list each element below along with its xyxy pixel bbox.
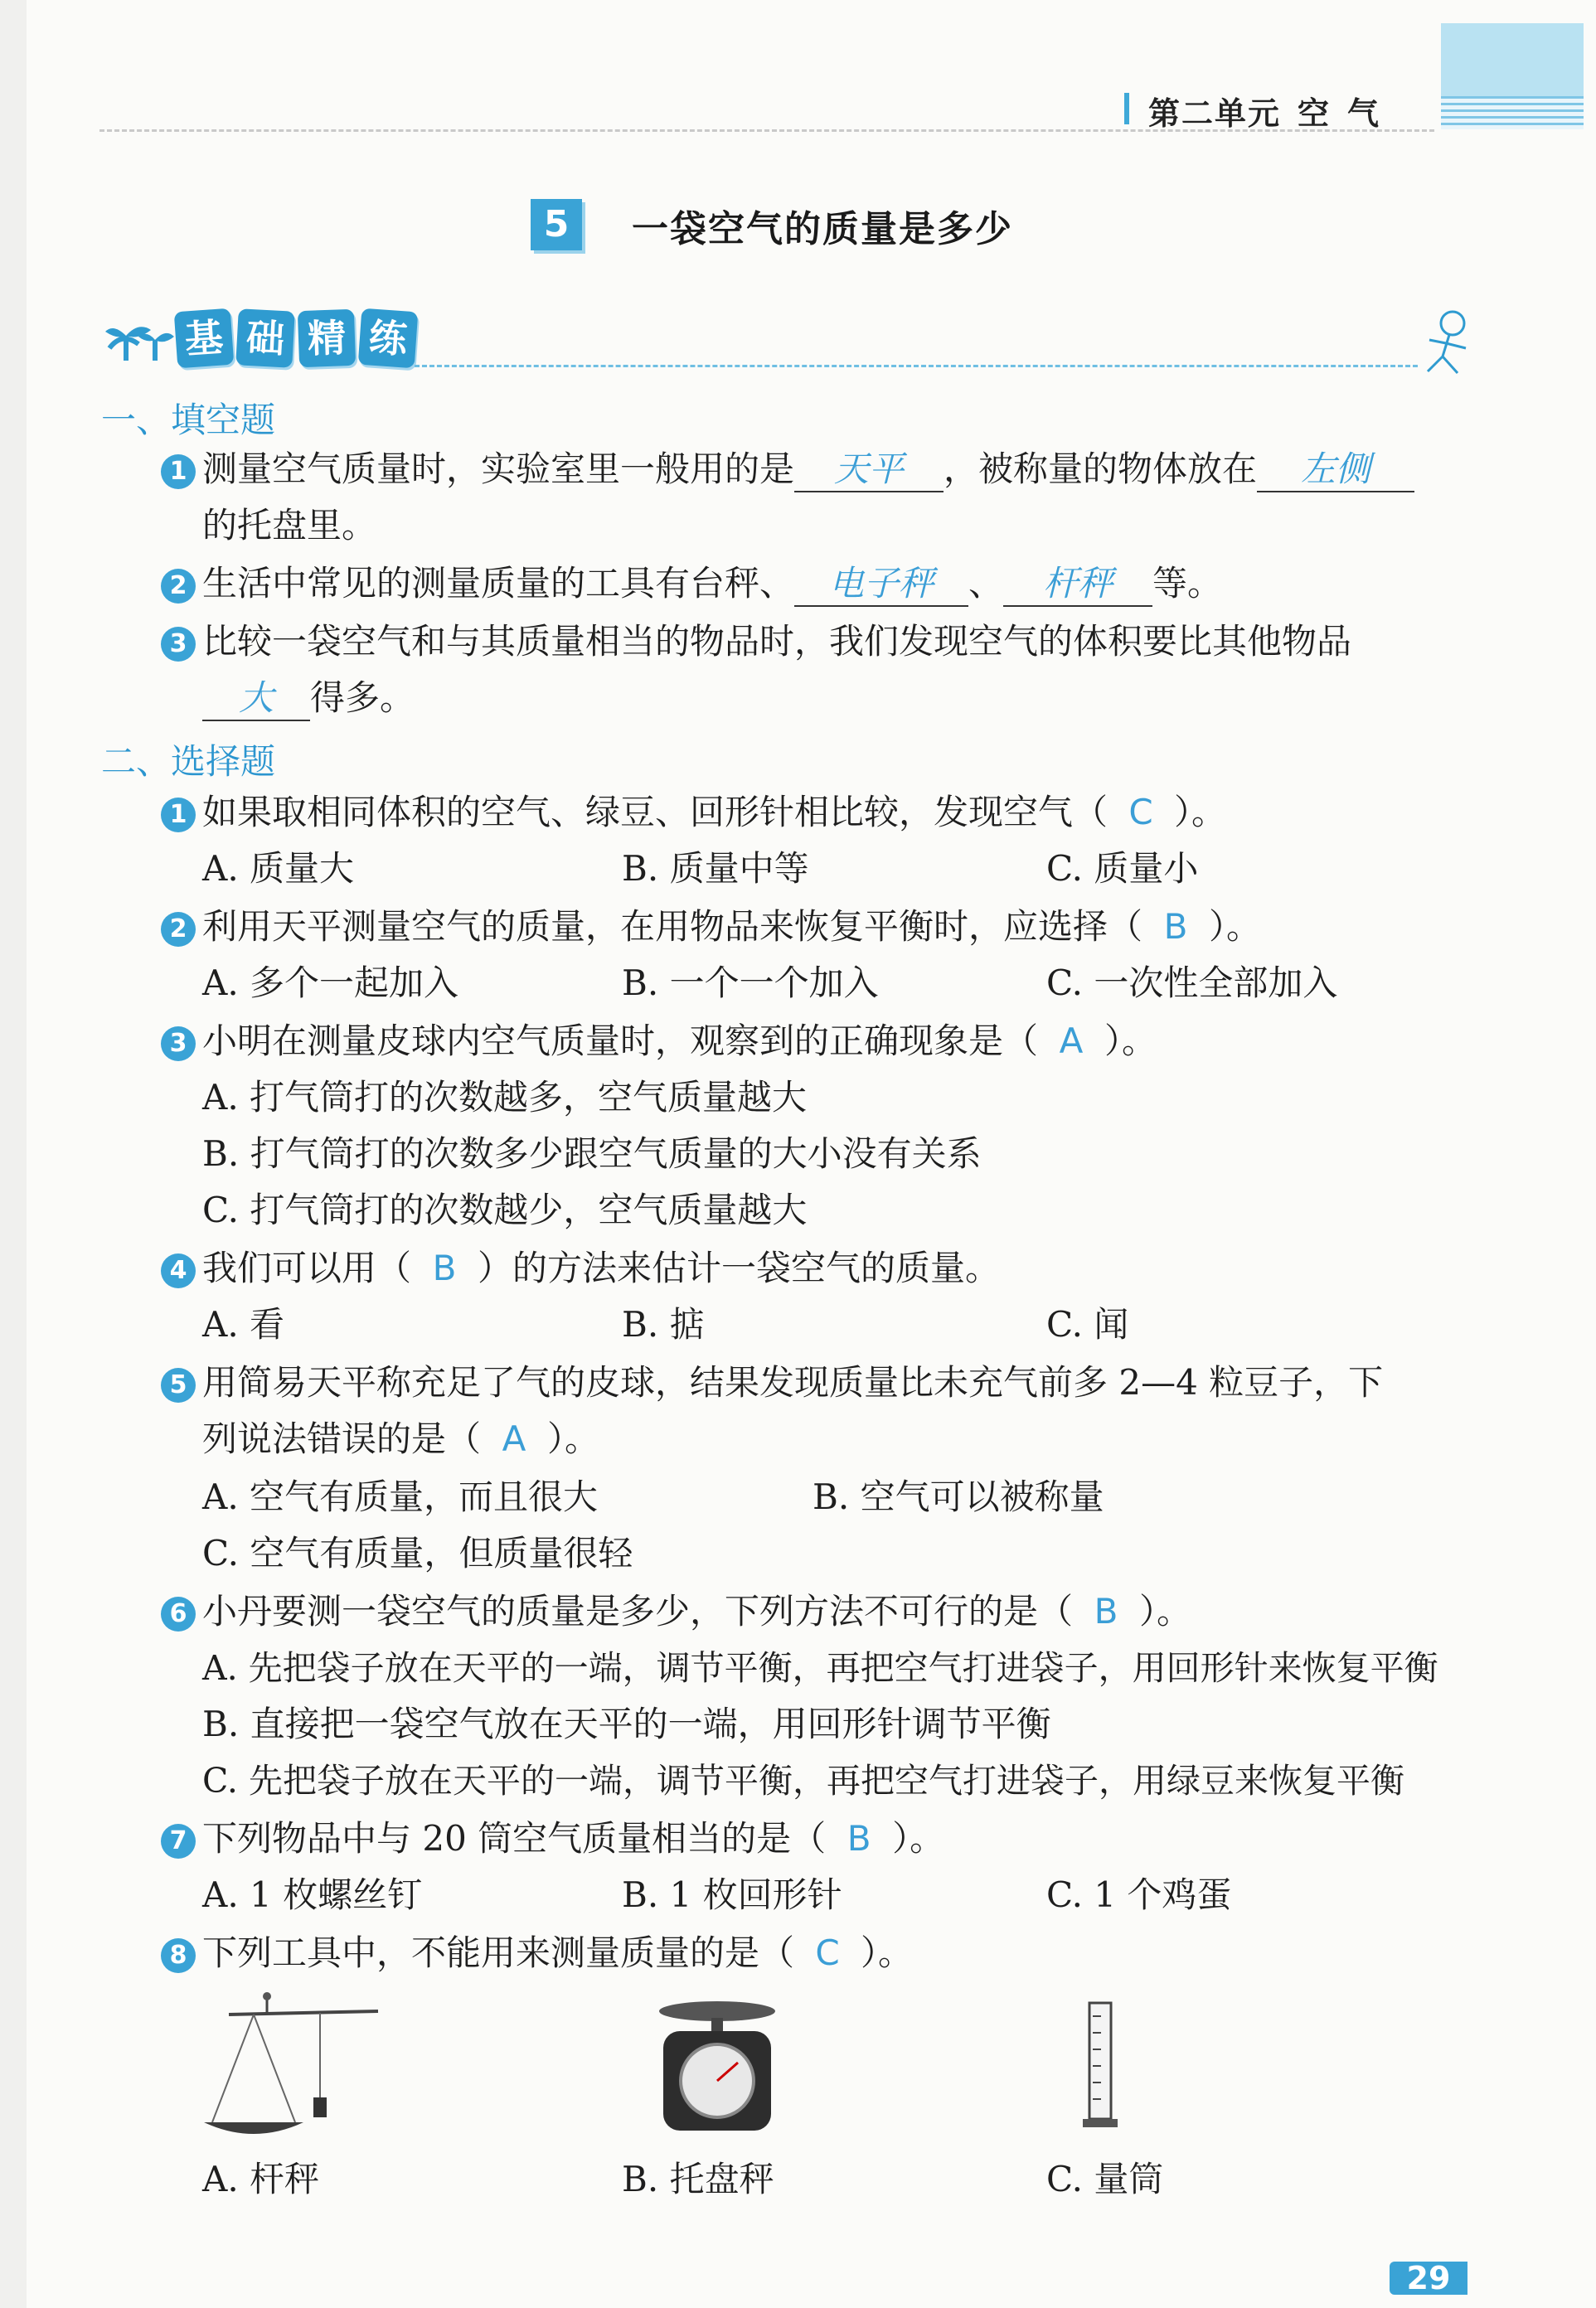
option: C. 质量小: [1046, 848, 1199, 889]
answer-blank: 左侧: [1257, 448, 1414, 492]
header-corner-block: [1441, 23, 1584, 96]
option: B. 质量中等: [622, 848, 809, 889]
option: C. 闻: [1046, 1304, 1129, 1345]
question-number: 3: [161, 1026, 196, 1061]
answer-blank: 杆秤: [1003, 562, 1152, 607]
choice-question-4: 我们可以用（ B ）的方法来估计一袋空气的质量。: [202, 1248, 1001, 1288]
option: C. 量筒: [1046, 2159, 1164, 2199]
option: C. 先把袋子放在天平的一端，调节平衡，再把空气打进袋子，用绿豆来恢复平衡: [202, 1761, 1404, 1801]
question-number: 2: [161, 912, 196, 947]
banner-char: 精: [298, 309, 356, 367]
answer-mark: B: [847, 1818, 871, 1859]
option: A. 1 枚螺丝钉: [202, 1874, 423, 1915]
banner-char: 础: [235, 308, 294, 367]
header-unit-title: 第二单元 空 气: [1148, 95, 1381, 132]
answer-mark: B: [1163, 906, 1188, 947]
answer-blank: 天平: [794, 448, 944, 492]
answer-blank: 电子秤: [794, 562, 968, 607]
header-corner-stripes: [1441, 96, 1584, 129]
choice-question-6: 小丹要测一袋空气的质量是多少，下列方法不可行的是（ B ）。: [202, 1591, 1192, 1632]
question-number: 1: [161, 798, 196, 832]
choice-question-2: 利用天平测量空气的质量，在用物品来恢复平衡时，应选择（ B ）。: [202, 906, 1262, 947]
choice-question-1: 如果取相同体积的空气、绿豆、回形针相比较，发现空气（ C ）。: [202, 792, 1227, 832]
option: A. 打气筒打的次数越多，空气质量越大: [202, 1077, 808, 1118]
question-number: 4: [161, 1253, 196, 1288]
question-number: 2: [161, 569, 196, 604]
option: A. 多个一起加入: [202, 962, 459, 1003]
banner-divider: [415, 365, 1418, 367]
header-divider: [99, 129, 1434, 132]
platform-scale-image: [655, 1998, 779, 2139]
option: B. 打气筒打的次数多少跟空气质量的大小没有关系: [202, 1133, 982, 1174]
answer-blank: 大: [202, 676, 310, 721]
graduated-cylinder-image: [1081, 2000, 1119, 2132]
option: A. 质量大: [202, 848, 355, 889]
fill-question-2: 生活中常见的测量质量的工具有台秤、 电子秤 、 杆秤 等。: [202, 562, 1222, 607]
option: C. 打气筒打的次数越少，空气质量越大: [202, 1190, 808, 1230]
steelyard-image: [196, 1990, 395, 2147]
option: A. 看: [202, 1304, 285, 1345]
choice-question-3: 小明在测量皮球内空气质量时，观察到的正确现象是（ A ）。: [202, 1021, 1157, 1061]
running-figure-icon: [1418, 307, 1476, 381]
sprout-icon: [101, 315, 176, 365]
choice-question-5: 用简易天平称充足了气的皮球，结果发现质量比未充气前多 2—4 粒豆子，下: [202, 1362, 1384, 1403]
option: B. 托盘秤: [622, 2159, 774, 2199]
fill-question-1-cont: 的托盘里。: [202, 505, 377, 545]
option: B. 掂: [622, 1304, 705, 1345]
option: A. 先把袋子放在天平的一端，调节平衡，再把空气打进袋子，用回形针来恢复平衡: [202, 1648, 1438, 1688]
option: A. 空气有质量，而且很大: [202, 1476, 599, 1517]
option: B. 直接把一袋空气放在天平的一端，用回形针调节平衡: [202, 1704, 1051, 1744]
section-choice-title: 二、选择题: [101, 741, 276, 782]
question-number: 6: [161, 1597, 196, 1632]
option: C. 空气有质量，但质量很轻: [202, 1533, 633, 1573]
choice-question-5-cont: 列说法错误的是（ A ）。: [202, 1418, 600, 1459]
fill-question-3: 比较一袋空气和与其质量相当的物品时，我们发现空气的体积要比其他物品: [202, 621, 1352, 662]
answer-mark: B: [432, 1248, 457, 1288]
banner-char: 基: [174, 308, 235, 369]
question-number: 7: [161, 1824, 196, 1859]
question-number: 5: [161, 1368, 196, 1403]
lesson-number-badge: 5: [531, 199, 582, 250]
fill-question-3-cont: 大 得多。: [202, 676, 415, 721]
banner-char: 练: [358, 308, 419, 369]
question-number: 3: [161, 627, 196, 662]
option: B. 空气可以被称量: [813, 1476, 1104, 1517]
fill-question-1: 测量空气质量时，实验室里一般用的是 天平 ，被称量的物体放在 左侧: [202, 448, 1414, 492]
section-banner: [176, 310, 416, 368]
answer-mark: C: [1128, 792, 1153, 832]
option: A. 杆秤: [202, 2159, 320, 2199]
answer-mark: B: [1094, 1591, 1118, 1632]
section-fill-blank-title: 一、填空题: [101, 400, 276, 440]
page-edge: [0, 0, 27, 2308]
answer-mark: A: [1059, 1021, 1084, 1061]
answer-mark: A: [502, 1418, 526, 1459]
question-number: 1: [161, 454, 196, 489]
answer-mark: C: [815, 1932, 840, 1973]
option: B. 一个一个加入: [622, 962, 879, 1003]
lesson-title: 一袋空气的质量是多少: [632, 208, 1013, 250]
choice-question-8: 下列工具中，不能用来测量质量的是（ C ）。: [202, 1932, 914, 1973]
option: B. 1 枚回形针: [622, 1874, 842, 1915]
option: C. 1 个鸡蛋: [1046, 1874, 1232, 1915]
header-accent-bar: [1124, 93, 1129, 124]
question-number: 8: [161, 1938, 196, 1973]
choice-question-7: 下列物品中与 20 筒空气质量相当的是（ B ）。: [202, 1818, 945, 1859]
option: C. 一次性全部加入: [1046, 962, 1338, 1003]
page-number: 29: [1390, 2262, 1467, 2295]
